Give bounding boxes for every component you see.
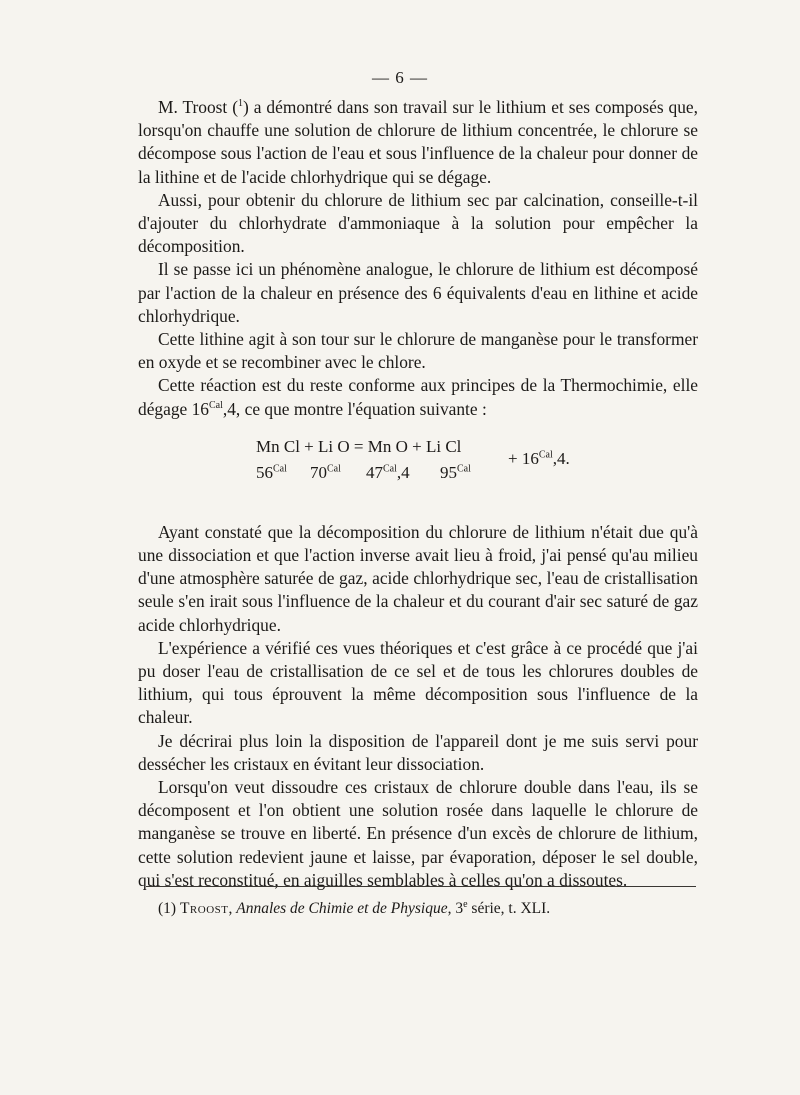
chemical-equation xyxy=(138,435,698,505)
footnote-rest: série, t. XLI. xyxy=(471,900,551,917)
paragraph-1-rest: ) a démontré dans son travail sur le lithium et ses composés que, lorsqu'on chauffe une solution de chlorure de lithium concentrée, le chlorure se décompose sous l'action de l'eau et sous l'influence de la chaleur pour donner de la lithine et de l'acide chlorhydrique qui se dégage. xyxy=(138,97,698,187)
equation-reaction: Mn Cl + Li O = Mn O + Li Cl xyxy=(256,436,462,456)
equation-value-3: $47^{Cal},4$ xyxy=(366,462,410,482)
footnote: (1) Troost, Annales de Chimie et de Physique, 3e série, t. XLI. xyxy=(158,898,551,917)
paragraph-3: Il se passe ici un phénomène analogue, le chlorure de lithium est décomposé par l'action de la chaleur en présence des 6 équivalents d'eau en lithine et acide chlorhydrique. xyxy=(138,259,698,326)
page-number: — 6 — xyxy=(372,68,428,87)
paragraph-9: Lorsqu'on veut dissoudre ces cristaux de chlorure double dans l'eau, ils se décomposent et l'on obtient une solution rosée dans laquelle le chlorure de manganèse se trouve en liberté. En présence d'un excès de chlorure de lithium, cette solution redevient jaune et laisse, par évaporation, déposer le sel double, qui s'est reconstitué, en aiguilles semblables à celles qu'on a dissoutes. xyxy=(138,777,698,890)
footnote-series: 3e xyxy=(455,898,468,917)
equation-value-1: $56^{Cal}$ xyxy=(256,462,287,482)
body-text xyxy=(138,96,698,892)
paragraph-2: Aussi, pour obtenir du chlorure de lithium sec par calcination, conseille-t-il d'ajouter du chlorhydrate d'ammoniaque à la solution pour empêcher la décomposition. xyxy=(138,189,698,257)
paragraph-5-start: Cette réaction est du reste conforme aux principes de la Thermochimie, elle dégage 16 xyxy=(138,375,698,419)
paragraph-5-end: ,4, ce que montre l'équation suivante : xyxy=(222,398,487,419)
footnote-divider xyxy=(146,886,696,887)
paragraph-6: Ayant constaté que la décomposition du chlorure de lithium n'était due qu'à une dissociation et que l'action inverse avait lieu à froid, j'ai pensé qu'au milieu d'une atmosphère saturée de gaz, acide chlorhydrique sec, l'eau de cristallisation seule s'en irait sous l'influence de la chaleur et du courant d'air sec saturé de gaz acide chlorhydrique. xyxy=(138,521,698,635)
equation-value-4: $95^{Cal}$ xyxy=(440,462,471,482)
paragraph-7: L'expérience a vérifié ces vues théoriques et c'est grâce à ce procédé que j'ai pu doser l'eau de cristallisation de ce sel et de tous les chlorures doubles de lithium, qui tous éprouvent la même décomposition sous l'influence de la chaleur. xyxy=(138,637,698,728)
paragraph-8: Je décrirai plus loin la disposition de l'appareil dont je me suis servi pour dessécher les cristaux en évitant leur dissociation. xyxy=(138,730,698,774)
footnote-marker: (1) xyxy=(158,900,177,917)
paragraph-4: Cette lithine agit à son tour sur le chlorure de manganèse pour le transformer en oxyde et se recombiner avec le chlore. xyxy=(138,329,698,373)
equation-value-2: $70^{Cal}$ xyxy=(310,462,341,482)
footnote-author: Troost xyxy=(179,900,229,917)
paragraph-5 xyxy=(138,374,698,420)
calorie-unit: Cal xyxy=(208,399,223,411)
footnote-title: Annales de Chimie et de Physique xyxy=(236,900,448,917)
footnote-reference: 1 xyxy=(238,98,243,110)
paragraph-1-start: M. Troost ( xyxy=(158,97,238,117)
equation-result: + $16^{Cal},4$. xyxy=(508,448,570,468)
paragraph-1 xyxy=(138,96,698,189)
